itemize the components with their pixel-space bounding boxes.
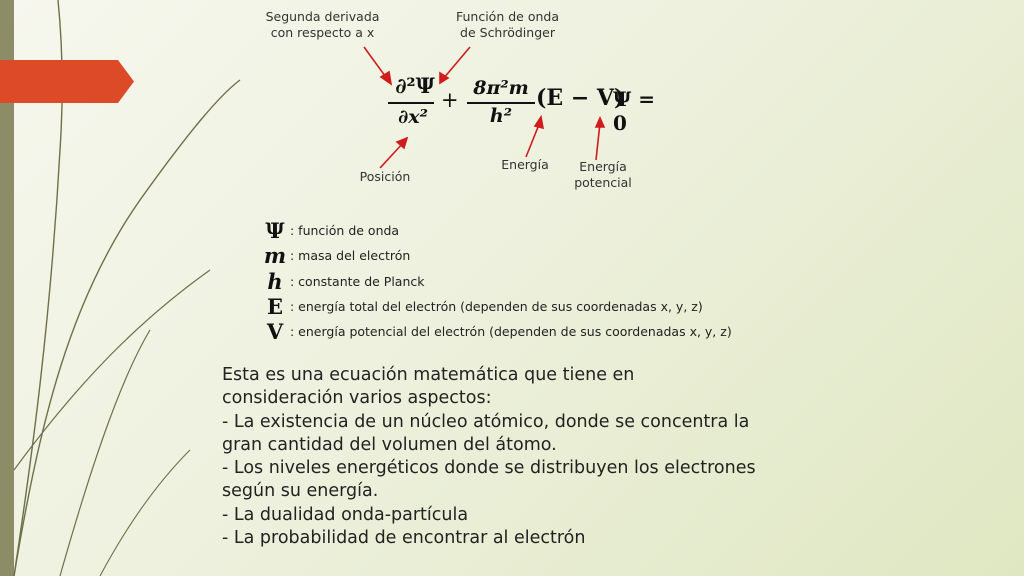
equation-numerator: 8π²m [473, 77, 529, 99]
accent-tab [0, 60, 134, 103]
body-line: - La existencia de un núcleo atómico, donde se concentra la [222, 411, 750, 432]
body-line: según su energía. [222, 481, 379, 502]
equation-dx2: ∂x² [398, 106, 428, 128]
legend-symbol: V [266, 319, 284, 344]
annotation-second-derivative: Segunda derivada con respecto a x [265, 9, 380, 41]
body-line: - La probabilidad de encontrar al electrón [222, 528, 586, 549]
legend-symbol: Ψ [265, 218, 285, 243]
legend-text: : función de onda [290, 223, 400, 238]
equation-plus: + [441, 88, 459, 112]
annotation-position: Posición [359, 169, 411, 184]
body-line: gran cantidad del volumen del átomo. [222, 434, 557, 455]
legend-row-m [262, 243, 802, 267]
legend-text: : constante de Planck [290, 274, 425, 289]
legend-text: : masa del electrón [290, 248, 411, 263]
legend-row-v [262, 319, 802, 343]
legend-row-e [262, 294, 802, 318]
annotation-wave-function: Función de onda de Schrödinger [455, 9, 559, 41]
schrodinger-equation-figure [250, 5, 670, 195]
equation-bracket-term: (E − V) [536, 85, 625, 111]
fraction-bar-2 [467, 102, 535, 104]
equation-denominator: h² [489, 105, 513, 127]
legend-row-psi [262, 218, 802, 242]
legend-row-h [262, 269, 802, 293]
equation-rhs: Ψ = 0 [613, 87, 655, 135]
body-line: consideración varios aspectos: [222, 388, 492, 409]
equation-d2psi: ∂²Ψ [395, 73, 435, 98]
legend-text: : energía total del electrón (dependen de sus coordenadas x, y, z) [290, 299, 703, 314]
fraction-bar-1 [388, 102, 434, 104]
legend-symbol: E [266, 294, 283, 319]
legend-symbol: m [263, 243, 287, 268]
explanation-text [222, 364, 822, 550]
legend-text: : energía potencial del electrón (dependen de sus coordenadas x, y, z) [290, 324, 732, 339]
body-line: Esta es una ecuación matemática que tiene en [222, 365, 635, 385]
body-line: - La dualidad onda-partícula [222, 504, 469, 525]
annotation-energy: Energía [501, 157, 549, 172]
legend-symbol: h [267, 269, 283, 294]
body-line: - Los niveles energéticos donde se distribuyen los electrones [222, 458, 756, 479]
annotation-potential-energy: Energía potencial [574, 159, 632, 191]
